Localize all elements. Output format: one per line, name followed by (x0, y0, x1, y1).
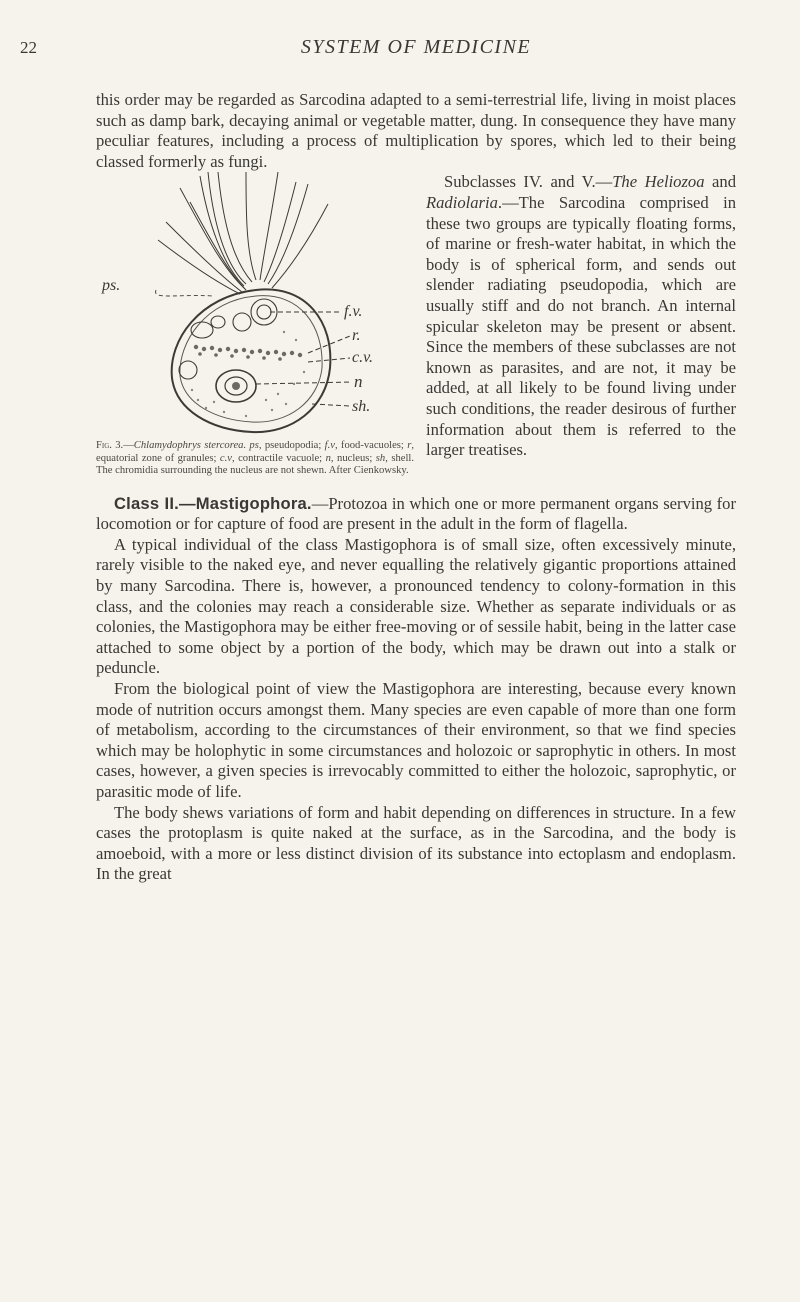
subclasses-text: .—The Sarcodina comprised in these two groups are typically floating forms, of marine or fresh-water habitat, in which the body is of spherical form, and sends out slender radiating pseudopodia, which are usually stiff and do not branch. An internal spicular skeleton may be present or absent. Since the members of these subclasses are not known as parasites, and are not, it may be added, at all likely to be found living under such conditions, the reader desirous of further information about them is referred to the larger treatises. (426, 192, 736, 460)
caption-r-def: , equatorial zone of granules; (96, 440, 414, 464)
caption-cv-abbr: c.v (219, 452, 232, 464)
class-ii-heading: Class II.—Mastigophora. (114, 493, 312, 513)
running-head: SYSTEM OF MEDICINE (300, 36, 532, 58)
caption-fv-abbr: f.v (324, 440, 335, 452)
paragraph-3: The body shews variations of form and habit depending on differences in structure. In a few cases the protoplasm is quite naked at the surface, as in the Sarcodina, and the body is amoeboid, with a more or less distinct division of its substance into ectoplasm and endoplasm. In the great (96, 802, 736, 884)
ps-leader (156, 290, 214, 296)
page-header (20, 30, 736, 60)
caption-sh-def: , shell. The chromidia surrounding the nucleus are not shewn. After Cienkowsky. (96, 452, 414, 477)
intro-paragraph: this order may be regarded as Sarcodina adapted to a semi-terrestrial life, living in moist places such as damp bark, decaying animal or vegetable matter, dung. In consequence they have many peculiar features, including a process of multiplication by spores, which led to their being classed formerly as fungi. (96, 90, 736, 171)
caption-n-abbr: n (325, 452, 331, 464)
page-number: 22 (20, 38, 37, 57)
label-ps: ps. (102, 277, 121, 295)
figure-caption (96, 440, 414, 477)
label-sh: sh. (352, 398, 371, 416)
paragraph-1: A typical individual of the class Mastigophora is of small size, often excessively minute, rarely visible to the naked eye, and never equalling the relatively gigantic proportions attained by many Sarcodina. There is, however, a pronounced tendency to colony-formation in this class, and the colonies may reach a considerable size. Whether as separate individuals or as colonies, the Mastigophora may be either free-moving or of sessile habit, being in the latter case attached to some object by a portion of the body, which may be drawn out into a stalk or peduncle. (96, 534, 736, 678)
label-fv: f.v. (344, 303, 363, 321)
heliozoa-term: The Heliozoa (612, 172, 705, 192)
caption-n-def: , nucleus; (330, 452, 376, 464)
label-r: r. (352, 327, 361, 345)
pseudopodia (158, 172, 328, 294)
label-leaders (256, 312, 352, 406)
caption-r-abbr: r (407, 440, 412, 452)
caption-ps-def: , pseudopodia; (258, 440, 325, 452)
figure-3 (96, 172, 414, 477)
caption-species: Chlamydophrys stercorea. (133, 440, 247, 452)
subclasses-and: and (704, 172, 737, 192)
subclasses-lead: Subclasses IV. and V.— (444, 172, 613, 192)
caption-sh-abbr: sh (375, 452, 386, 464)
contractile-vacuole (179, 361, 197, 379)
label-n: n (354, 372, 363, 392)
equatorial-granules (194, 345, 302, 361)
nucleus (216, 370, 256, 402)
page (20, 30, 737, 885)
class-ii-paragraph (96, 494, 736, 535)
radiolaria-term: Radiolaria (426, 192, 498, 212)
label-cv: c.v. (352, 349, 374, 367)
chlamydophrys-illustration (96, 172, 414, 434)
caption-dash: — (123, 440, 134, 452)
paragraph-2: From the biological point of view the Mastigophora are interesting, because every known mode of nutrition occurs amongst them. Many species are even capable of more than one form of metabolism, according to the circumstances of their environment, so that we find species which may be holophytic in some circumstances and holozoic or saprophytic in others. In most cases, however, a given species is irrevocably committed to either the holozoic, saprophytic, or parasitic mode of life. (96, 678, 736, 801)
class-ii-definition: —Protozoa in which one or more permanent organs serving for locomotion or for capture of food are present in the adult in the form of flagella. (96, 493, 736, 534)
body-text (96, 90, 736, 885)
caption-fig-number: Fig. 3. (96, 440, 124, 452)
caption-fv-def: , food-vacuoles; (334, 440, 408, 452)
caption-ps-abbr: ps (249, 440, 259, 452)
caption-cv-def: , contractile vacuole; (231, 452, 326, 464)
